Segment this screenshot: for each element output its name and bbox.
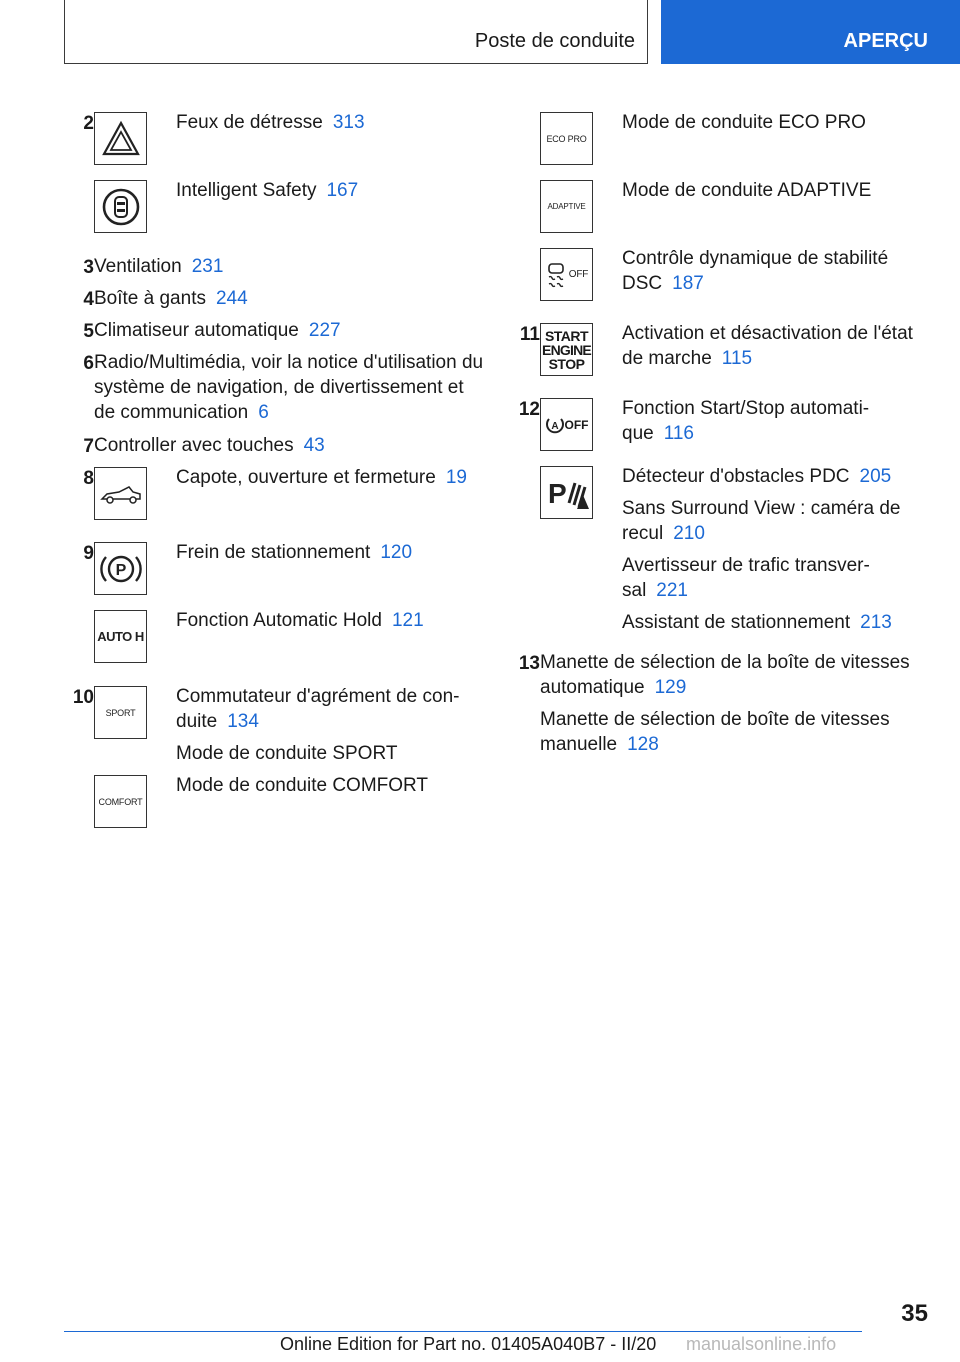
section-title: Poste de conduite <box>474 30 635 52</box>
list-item <box>510 650 930 757</box>
hazard-triangle-icon <box>94 112 147 165</box>
item-label: Détecteur d'obstacles PDC <box>622 466 850 487</box>
item-label: Fonction Automatic Hold <box>176 610 382 631</box>
item-label: Mode de conduite COMFORT <box>176 775 429 796</box>
item-number: 13 <box>518 653 540 674</box>
comfort-mode-icon: COMFORT <box>94 775 147 828</box>
page-reference-link[interactable]: 115 <box>721 348 753 369</box>
page-reference-link[interactable]: 128 <box>627 734 659 755</box>
item-number: 10 <box>72 687 94 708</box>
list-item <box>510 321 930 396</box>
list-item <box>64 286 484 318</box>
list-item <box>510 246 930 321</box>
page-reference-link[interactable]: 313 <box>332 112 365 133</box>
right-column <box>510 110 930 757</box>
footer-divider <box>64 1331 862 1332</box>
page-reference-link[interactable]: 120 <box>380 542 413 563</box>
list-item <box>64 608 484 684</box>
list-item <box>64 433 484 465</box>
page-reference-link[interactable]: 167 <box>326 180 359 201</box>
item-number: 8 <box>83 468 94 489</box>
item-label: Frein de stationnement <box>176 542 371 563</box>
sport-mode-icon: SPORT <box>94 686 147 739</box>
item-label: Controller avec touches <box>94 435 294 456</box>
item-label: Radio/Multimédia, voir la notice d'utilisation du système de navigation, de divertissement et de communication <box>94 352 484 423</box>
list-item <box>510 396 930 464</box>
list-item <box>64 540 484 608</box>
item-sub-entry: Assistant de stationnement 213 <box>622 612 892 633</box>
page-reference-link[interactable]: 134 <box>227 711 259 732</box>
item-number: 4 <box>83 289 94 310</box>
page-reference-link[interactable]: 6 <box>258 402 269 423</box>
page-reference-link[interactable]: 227 <box>308 320 341 341</box>
auto-hold-icon: AUTO H <box>94 610 147 663</box>
list-item <box>64 350 484 433</box>
left-column <box>64 110 484 833</box>
item-number <box>64 178 94 179</box>
parking-brake-icon <box>94 542 147 595</box>
svg-text:A: A <box>550 420 559 432</box>
chapter-title: APERÇU <box>843 30 928 52</box>
page-reference-link[interactable]: 210 <box>673 523 705 544</box>
item-label: Activation et désactivation de l'état de marche <box>622 323 913 369</box>
page-reference-link[interactable]: 231 <box>191 256 224 277</box>
item-sub-entry: Avertisseur de trafic transver-sal 221 <box>622 555 870 601</box>
item-sub-entry: Sans Surround View : caméra de recul 210 <box>622 498 901 544</box>
page-reference-link[interactable]: 244 <box>215 288 248 309</box>
item-label: Commutateur d'agrément de con-duite <box>176 686 460 732</box>
item-number: 12 <box>518 399 540 420</box>
list-item <box>64 110 484 178</box>
item-label: Contrôle dynamique de stabilité DSC <box>622 248 889 294</box>
footer-edition-text: Online Edition for Part no. 01405A040B7 - II/20 <box>280 1334 657 1354</box>
item-number <box>64 608 94 609</box>
page-reference-link[interactable]: 43 <box>303 435 325 456</box>
item-label: Manette de sélection de la boîte de vitesses automatique <box>540 652 910 698</box>
item-label: Mode de conduite ECO PRO <box>622 112 866 133</box>
item-number: 7 <box>83 436 94 457</box>
eco-pro-icon: ECO PRO <box>540 112 593 165</box>
page-reference-link[interactable]: 116 <box>663 423 694 444</box>
item-label: Ventilation <box>94 256 182 277</box>
svg-text:P: P <box>547 477 567 509</box>
header-section-box <box>64 0 648 64</box>
item-label: Intelligent Safety <box>176 180 317 201</box>
item-label: Feux de détresse <box>176 112 323 133</box>
item-number: 3 <box>83 257 94 278</box>
list-item <box>64 465 484 540</box>
auto-start-stop-off-icon: A OFF <box>540 398 593 451</box>
item-number <box>64 773 94 774</box>
item-number: 2 <box>83 113 94 134</box>
item-sub-entry: Manette de sélection de boîte de vitesses manuelle 128 <box>540 709 890 755</box>
item-number: 5 <box>83 321 94 342</box>
list-item <box>64 773 484 833</box>
list-item <box>64 178 484 254</box>
item-label: Fonction Start/Stop automati-que <box>622 398 870 444</box>
start-engine-stop-icon: START ENGINE STOP <box>540 323 593 376</box>
page-reference-link[interactable]: 213 <box>860 612 892 633</box>
item-number: 6 <box>83 353 94 374</box>
page-reference-link[interactable]: 121 <box>391 610 424 631</box>
item-label: Mode de conduite ADAPTIVE <box>622 180 872 201</box>
item-number <box>510 110 540 111</box>
item-sub-label: Mode de conduite SPORT <box>176 743 398 764</box>
dsc-off-icon: OFF <box>540 248 593 301</box>
item-label: Climatiseur automatique <box>94 320 299 341</box>
convertible-top-icon <box>94 467 147 520</box>
header-chapter-tab[interactable] <box>661 0 960 64</box>
page-reference-link[interactable]: 205 <box>859 466 892 487</box>
item-number: 9 <box>83 543 94 564</box>
list-item <box>510 464 930 650</box>
page-reference-link[interactable]: 129 <box>654 677 687 698</box>
svg-text:P: P <box>115 561 126 579</box>
item-label: Boîte à gants <box>94 288 206 309</box>
pdc-icon <box>540 466 593 519</box>
page-reference-link[interactable]: 221 <box>656 580 688 601</box>
page-number: 35 <box>901 1300 928 1327</box>
list-item <box>510 110 930 178</box>
item-label: Capote, ouverture et fermeture <box>176 467 436 488</box>
item-number: 11 <box>519 324 540 345</box>
page-reference-link[interactable]: 187 <box>672 273 704 294</box>
list-item <box>64 318 484 350</box>
list-item <box>64 684 484 773</box>
intelligent-safety-icon <box>94 180 147 233</box>
adaptive-icon: ADAPTIVE <box>540 180 593 233</box>
page-reference-link[interactable]: 19 <box>445 467 467 488</box>
list-item <box>64 254 484 286</box>
footer-watermark: manualsonline.info <box>686 1334 837 1354</box>
list-item <box>510 178 930 246</box>
item-number <box>510 178 540 179</box>
item-number <box>510 464 540 465</box>
item-number <box>510 246 540 247</box>
